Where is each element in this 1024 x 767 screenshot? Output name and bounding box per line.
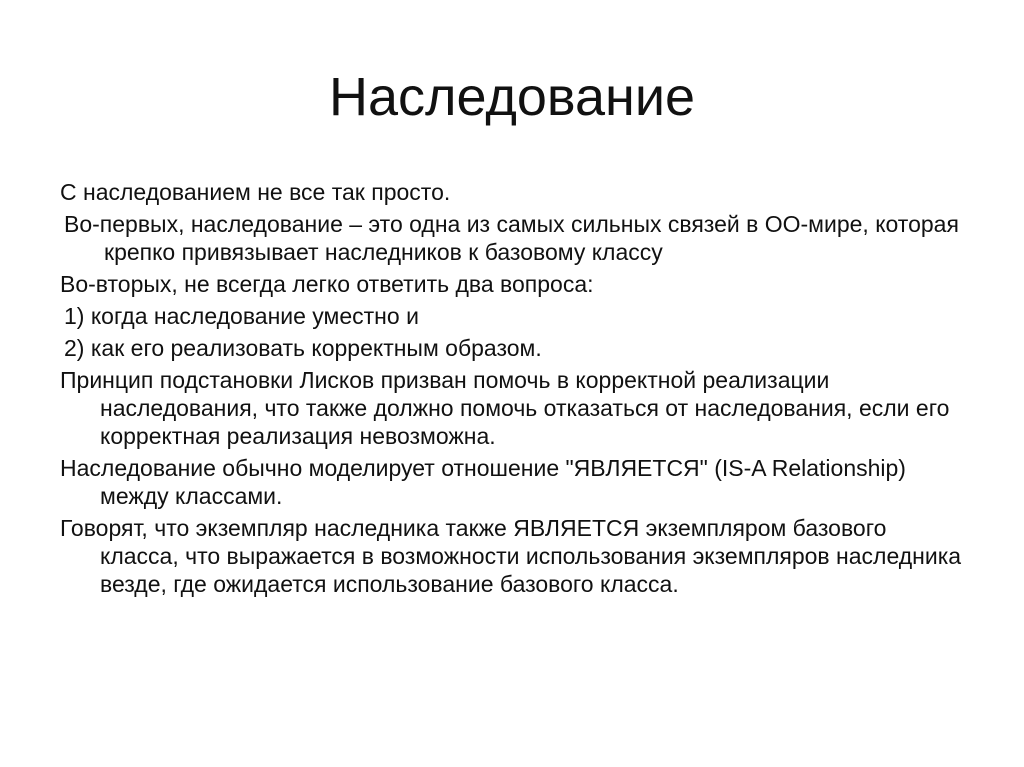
paragraph-intro: С наследованием не все так просто. [60,179,451,205]
paragraph-first-point: Во-первых, наследование – это одна из самых сильных связей в ОО-мире, которая крепко привязывает наследников к базовому классу [64,211,959,265]
paragraph-question-1: 1) когда наследование уместно и [64,303,419,329]
slide-title: Наследование [328,67,696,127]
paragraph-question-2: 2) как его реализовать корректным образом. [64,335,542,361]
slide-body [60,178,970,602]
paragraph-liskov: Принцип подстановки Лисков призван помочь в корректной реализации наследования, что также должно помочь отказаться от наследования, если его корректная реализация невозможна. [60,367,950,449]
paragraph-second-point: Во-вторых, не всегда легко ответить два вопроса: [60,271,594,297]
paragraph-substitution: Говорят, что экземпляр наследника также ЯВЛЯЕТСЯ экземпляром базового класса, что выражается в возможности использования экземпляров наследника везде, где ожидается использование базового класса. [60,515,962,597]
paragraph-is-a: Наследование обычно моделирует отношение "ЯВЛЯЕТСЯ" (IS-A Relationship) между классами. [60,455,906,509]
